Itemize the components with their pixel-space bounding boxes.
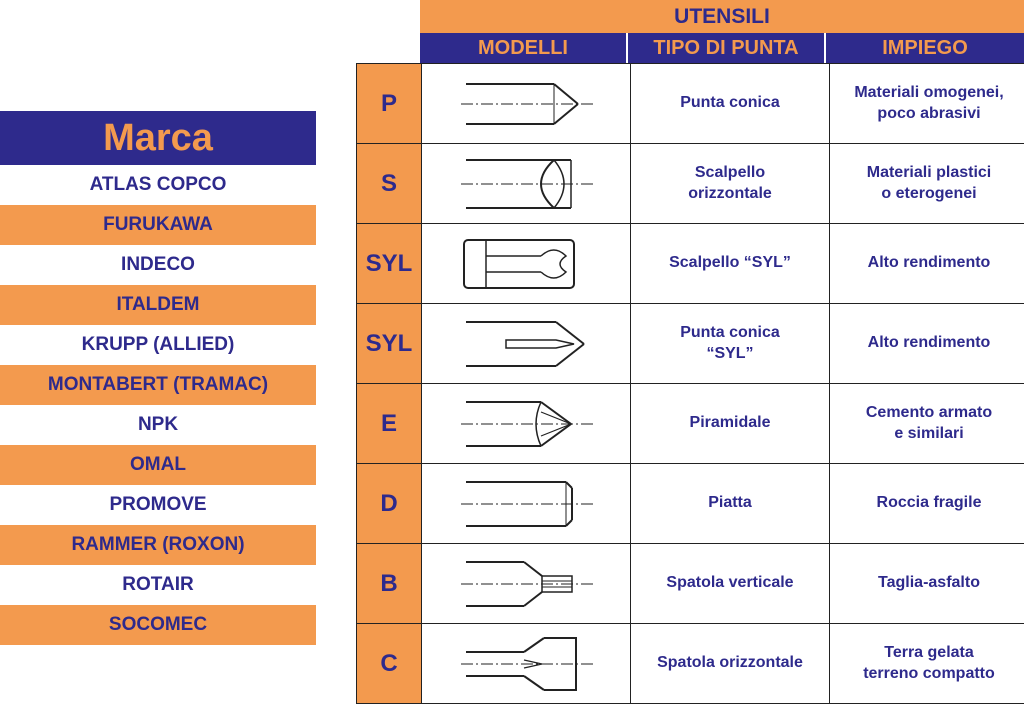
brand-row: PROMOVE (0, 485, 316, 525)
brand-row: KRUPP (ALLIED) (0, 325, 316, 365)
tool-tip-type: Scalpello “SYL” (631, 224, 830, 304)
horizontal-spade-icon (446, 634, 606, 694)
tool-drawing (422, 144, 631, 224)
tool-code: P (357, 64, 422, 144)
vertical-spade-icon (446, 554, 606, 614)
tools-table (356, 63, 1024, 704)
tool-code: B (357, 544, 422, 624)
tool-tip-type: Spatola orizzontale (631, 624, 830, 704)
table-row (357, 384, 1024, 464)
tool-drawing (422, 64, 631, 144)
brand-row: FURUKAWA (0, 205, 316, 245)
tool-usage: Terra gelata terreno compatto (830, 624, 1024, 704)
conical-point-icon (446, 74, 606, 134)
syl-conical-point-icon (446, 314, 606, 374)
brand-row: ATLAS COPCO (0, 165, 316, 205)
brand-panel (0, 111, 316, 645)
tool-tip-type: Punta conica “SYL” (631, 304, 830, 384)
tool-drawing (422, 464, 631, 544)
tool-usage: Roccia fragile (830, 464, 1024, 544)
syl-chisel-icon (446, 234, 606, 294)
tools-column-headers (420, 33, 1024, 63)
tool-tip-type: Punta conica (631, 64, 830, 144)
tool-code: E (357, 384, 422, 464)
tool-drawing (422, 624, 631, 704)
brand-row: OMAL (0, 445, 316, 485)
header-models: MODELLI (420, 33, 628, 63)
brand-row: MONTABERT (TRAMAC) (0, 365, 316, 405)
brand-row: INDECO (0, 245, 316, 285)
tools-title: UTENSILI (420, 0, 1024, 33)
header-tip-type: TIPO DI PUNTA (628, 33, 826, 63)
tool-code: S (357, 144, 422, 224)
tool-tip-type: Scalpello orizzontale (631, 144, 830, 224)
tool-drawing (422, 544, 631, 624)
brand-row: ITALDEM (0, 285, 316, 325)
tool-drawing (422, 384, 631, 464)
table-row (357, 464, 1024, 544)
tool-tip-type: Piatta (631, 464, 830, 544)
pyramidal-point-icon (446, 394, 606, 454)
horizontal-chisel-icon (446, 154, 606, 214)
tool-code: D (357, 464, 422, 544)
flat-tip-icon (446, 474, 606, 534)
table-row (357, 544, 1024, 624)
tool-usage: Cemento armato e similari (830, 384, 1024, 464)
brand-row: SOCOMEC (0, 605, 316, 645)
tool-code: C (357, 624, 422, 704)
header-usage: IMPIEGO (826, 33, 1024, 63)
tool-usage: Taglia-asfalto (830, 544, 1024, 624)
tool-usage: Materiali plastici o eterogenei (830, 144, 1024, 224)
table-row (357, 224, 1024, 304)
brand-header: Marca (0, 111, 316, 165)
tool-code: SYL (357, 224, 422, 304)
table-row (357, 304, 1024, 384)
table-row (357, 64, 1024, 144)
brand-row: ROTAIR (0, 565, 316, 605)
tool-usage: Alto rendimento (830, 224, 1024, 304)
table-row (357, 624, 1024, 704)
brand-row: NPK (0, 405, 316, 445)
tool-code: SYL (357, 304, 422, 384)
table-row (357, 144, 1024, 224)
tool-usage: Alto rendimento (830, 304, 1024, 384)
tool-tip-type: Piramidale (631, 384, 830, 464)
tool-tip-type: Spatola verticale (631, 544, 830, 624)
brand-row: RAMMER (ROXON) (0, 525, 316, 565)
tool-drawing (422, 224, 631, 304)
tool-usage: Materiali omogenei, poco abrasivi (830, 64, 1024, 144)
tool-drawing (422, 304, 631, 384)
